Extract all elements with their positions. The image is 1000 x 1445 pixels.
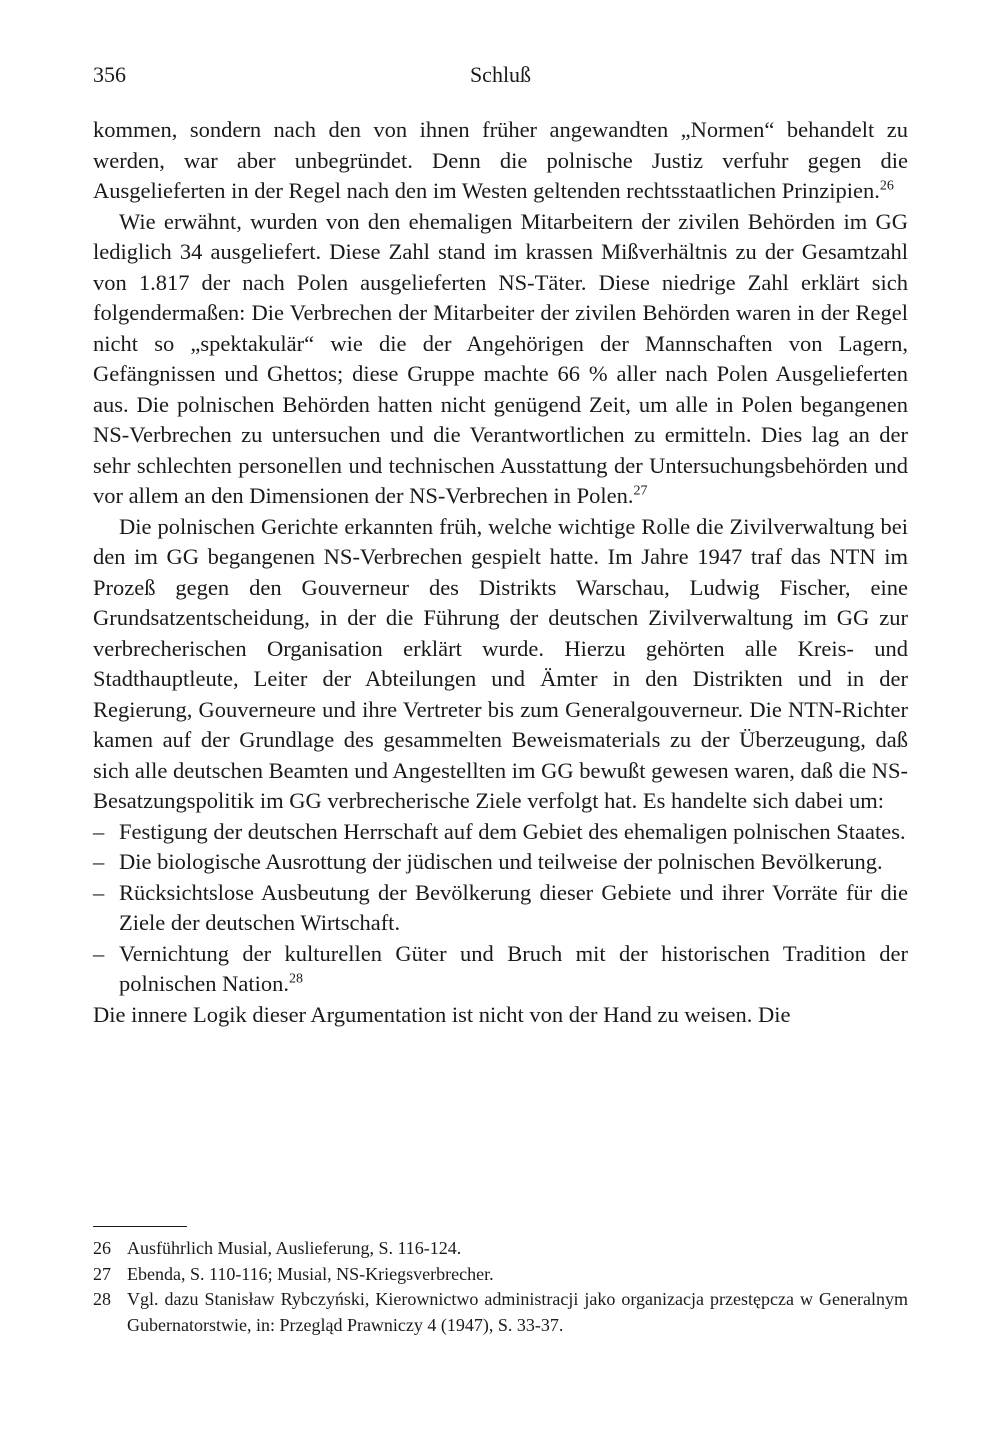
main-text [93, 115, 908, 1030]
footnote-number: 26 [93, 1238, 111, 1258]
footnotes [93, 1236, 908, 1338]
footnote-26 [93, 1236, 908, 1262]
list-item-text: Festigung der deutschen Herrschaft auf dem Gebiet des ehemaligen polnischen Staates. [119, 818, 906, 844]
list-item [93, 817, 908, 848]
footnote-text: Vgl. dazu Stanisław Rybczyński, Kierownictwo administracji jako organizacja przestępcza w Generalnym Gubernatorstwie, in: Przegląd Prawniczy 4 (1947), S. 33-37. [127, 1289, 908, 1335]
footnote-ref-27: 27 [633, 483, 648, 499]
list-item [93, 939, 908, 1000]
footnote-divider [93, 1226, 187, 1227]
list-item [93, 878, 908, 939]
footnote-28 [93, 1287, 908, 1338]
list-item-text: Die biologische Ausrottung der jüdischen und teilweise der polnischen Bevölkerung. [119, 849, 883, 874]
list-item-text: Rücksichtslose Ausbeutung der Bevölkerung dieser Gebiete und ihrer Vorräte für die Ziele der deutschen Wirtschaft. [119, 879, 908, 935]
list-dash: – [93, 818, 105, 844]
running-head: Schluß [469, 62, 532, 87]
list-item [93, 847, 908, 878]
footnote-27 [93, 1262, 908, 1288]
list-dash: – [93, 849, 105, 874]
objectives-list [93, 817, 908, 1000]
footnote-number: 27 [93, 1263, 111, 1284]
paragraph-4-text: Die innere Logik dieser Argumentation ist nicht von der Hand zu weisen. Die [93, 1001, 791, 1027]
list-item-text: Vernichtung der kulturellen Güter und Bruch mit der historischen Tradition der polnischen Nation. [119, 940, 908, 996]
footnote-text: Ebenda, S. 110-116; Musial, NS-Kriegsverbrecher. [127, 1263, 494, 1284]
footnote-ref-26: 26 [879, 178, 894, 194]
footnote-text: Ausführlich Musial, Auslieferung, S. 116-124. [127, 1238, 462, 1258]
paragraph-1 [93, 115, 908, 207]
footnote-ref-28: 28 [288, 971, 303, 987]
page-number: 356 [93, 62, 126, 87]
list-dash: – [93, 879, 105, 905]
paragraph-2-text: Wie erwähnt, wurden von den ehemaligen Mitarbeitern der zivilen Behörden im GG lediglich 34 ausgeliefert. Diese Zahl stand im krassen Mißverhältnis zu der Gesamtzahl von 1.817 der nach Polen ausgelieferten NS-Täter. Diese niedrige Zahl erklärt sich folgendermaßen: Die Verbrechen der Mitarbeiter der zivilen Behörden waren in der Regel nicht so „spektakulär“ wie die der Angehörigen der Mannschaften von Lagern, Gefängnissen und Ghettos; diese Gruppe machte 66 % aller nach Polen Ausgelieferten aus. Die polnischen Behörden hatten nicht genügend Zeit, um alle in Polen begangenen NS-Verbrechen zu untersuchen und die Verantwortlichen zu ermitteln. Dies lag an der sehr schlechten personellen und technischen Ausstattung der Untersuchungsbehörden und vor allem an den Dimensionen der NS-Verbrechen in Polen. [93, 208, 908, 508]
paragraph-3 [93, 512, 908, 817]
paragraph-1-text: kommen, sondern nach den von ihnen früher angewandten „Normen“ behandelt zu werden, war aber unbegründet. Denn die polnische Justiz verfuhr gegen die Ausgelieferten in der Regel nach den im Westen geltenden rechtsstaatlichen Prinzipien. [93, 117, 908, 203]
paragraph-3-text: Die polnischen Gerichte erkannten früh, welche wichtige Rolle die Zivilverwaltung bei den im GG begangenen NS-Verbrechen gespielt hatte. Im Jahre 1947 traf das NTN im Prozeß gegen den Gouverneur des Distrikts Warschau, Ludwig Fischer, eine Grundsatzentscheidung, in der die Führung der deutschen Zivilverwaltung im GG zur verbrecherischen Organisation erklärt wurde. Hierzu gehörten alle Kreis- und Stadthauptleute, Leiter der Abteilungen und Ämter in den Distrikten und in der Regierung, Gouverneure und ihre Vertreter bis zum Generalgouverneur. Die NTN-Richter kamen auf der Grundlage des gesammelten Beweismaterials zu der Überzeugung, daß sich alle deutschen Beamten und Angestellten im GG bewußt gewesen waren, daß die NS-Besatzungspolitik im GG verbrecherische Ziele verfolgt hat. Es handelte sich dabei um: [93, 513, 908, 813]
page-header [93, 62, 908, 92]
paragraph-4 [93, 1000, 908, 1031]
paragraph-2 [93, 207, 908, 512]
list-dash: – [93, 940, 105, 966]
footnote-number: 28 [93, 1289, 111, 1309]
